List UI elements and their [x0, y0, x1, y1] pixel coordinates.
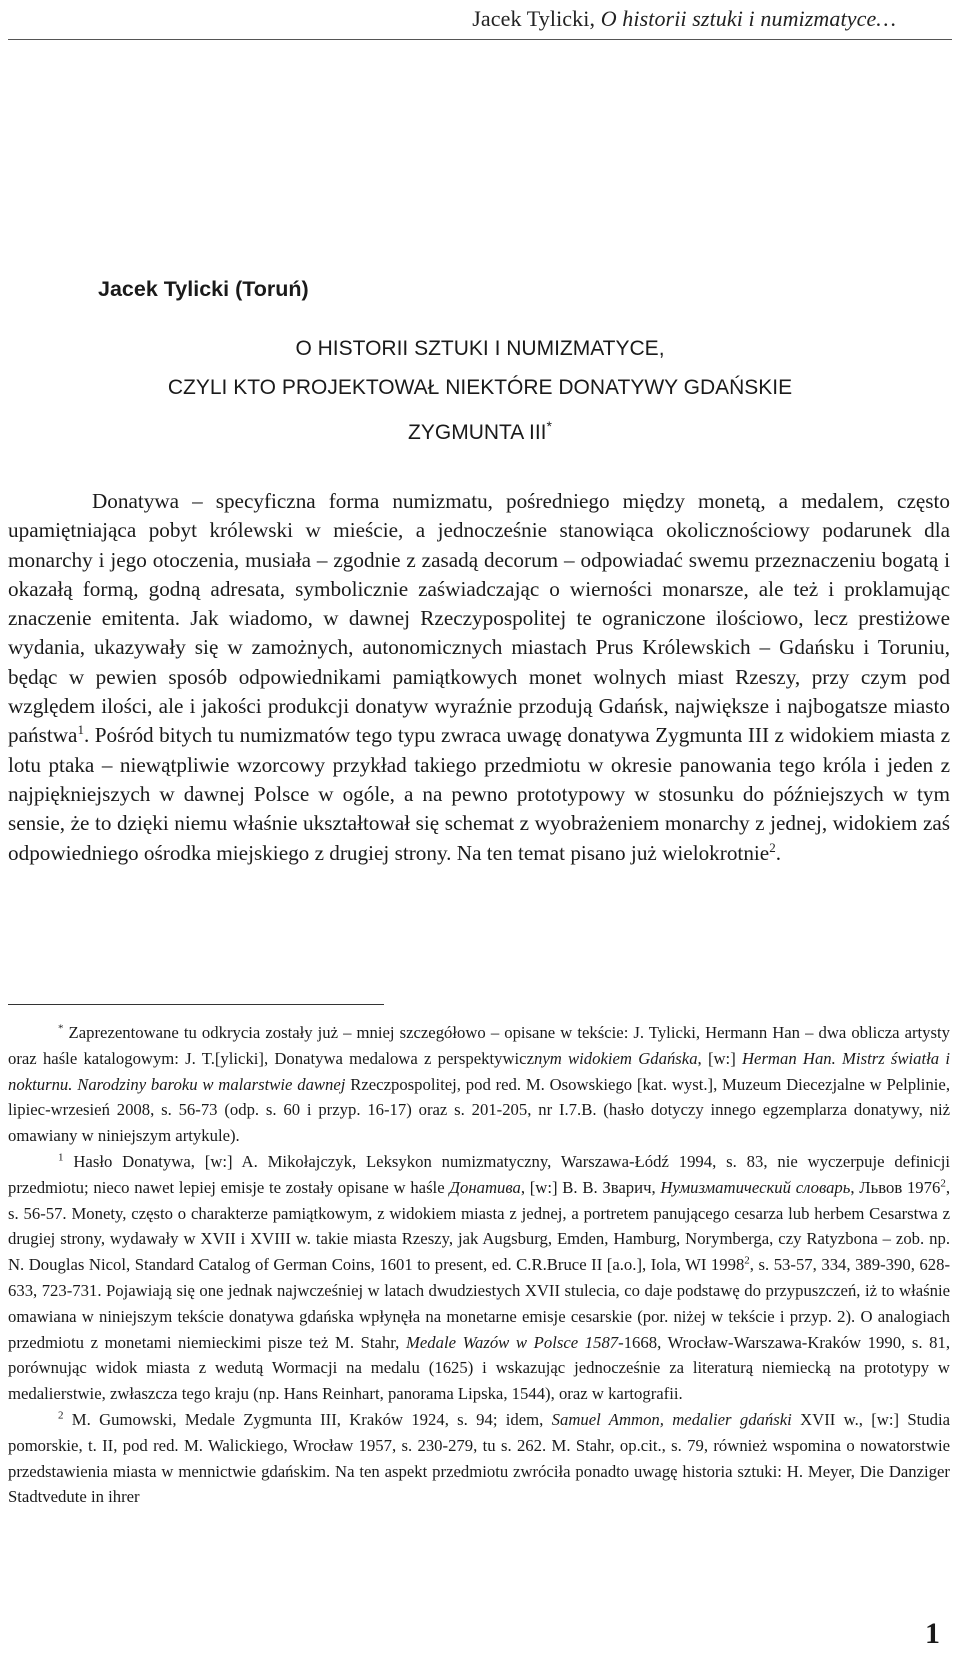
footnote-text: , [w:] [697, 1048, 742, 1068]
article-title-line-3-text: ZYGMUNTA III [408, 421, 547, 444]
footnote-ref-2: 2 [769, 839, 776, 855]
article-author: Jacek Tylicki (Toruń) [98, 277, 309, 301]
footnote-italic: Донатива [449, 1177, 521, 1197]
footnote-ref-1: 1 [77, 722, 84, 738]
footnote-mark: * [58, 1022, 64, 1035]
edition-superscript: 2 [940, 1177, 946, 1190]
footnote-text: , Львов 1976 [850, 1177, 941, 1197]
footnote-text: , s. 56-57. Monety, często o charakterze pamiątkowym, z widokiem miasta z jednej, a portretem panującego cesarza lub herbem Cesarstwa z drugiej strony, wydawały w XVII i XVIII w. takie miasta Rzeszy, jak Augsburg, Emden, Hamburg, Norymberga, czy Ratyzbona – zob. np. N. Douglas Nicol, Standard Catalog of German Coins, 1601 to present, ed. C.R.Bruce II [a.o.], Iola, WI 1998 [8, 1177, 951, 1275]
footnote-text: Hasło Donatywa, [w:] A. Mikołajczyk, Leksykon numizmatyczny, Warszawa-Łódź 1994, s. 83, nie wyczerpuje definicji przedmiotu; nieco nawet lepiej emisje te zostały opisane w haśle [8, 1151, 950, 1197]
footnote-italic: Medale Wazów w Polsce 1587 [405, 1332, 619, 1352]
title-footnote-mark: * [546, 418, 552, 434]
running-header-author: Jacek Tylicki, [472, 6, 601, 31]
body-text-run: Donatywa – specyficzna forma numizmatu, pośredniego między monetą, a medalem, często upamiętniająca pobyt królewski w mieście, a jednocześnie stanowiąca okolicznościowy podarunek dla monarchy i jego otoczenia, musiała – zgodnie z zasadą decorum – odpowiadać swemu przeznaczeniu bogatą i okazałą formą, godną adresata, symbolicznie zaświadczając o wierności monarsze, ale też i proklamując znaczenie emitenta. Jak wiadomo, w dawnej Rzeczypospolitej te ograniczone ilościowo, lecz prestiżowe wydania, ukazywały się w zamożnych, autonomicznych miastach Prus Królewskich – Gdańsku i Toruniu, będąc w pewien sposób odpowiednikami pamiątkowych monet wolnych miast Rzeszy, przy czym pod względem ilości, ale i jakości produkcji donatyw wyraźnie przodują Gdańsk, największe i najbogatsze miasto państwa [8, 489, 950, 748]
footnote-text: Zaprezentowane tu odkrycia zostały już – mniej szczegółowo – opisane w tekście: J. Tylicki, Hermann Han – dwa oblicza artysty oraz haśle katalogowym: J. T.[ylicki], Donatywa medalowa z perspektywicz [8, 1023, 950, 1068]
footnote-italic: Herman Han. Mistrz światła i nokturnu. Narodziny baroku w malarstwie dawnej [8, 1048, 950, 1094]
footnote-text: -1668, Wrocław-Warszawa-Kraków 1990, s. 81, porównując widok miasta z wedutą Wormacji na medalu (1625) i wskazując jednocześnie za literaturą niemiecką na prototypy w medalierstwie, zwłaszcza tego kraju (np. Hans Reinhart, panorama Lipska, 1544), oraz w kartografii. [8, 1332, 950, 1404]
footnote-italic: Samuel Ammon, medalier gdański [551, 1409, 792, 1429]
header-rule [8, 39, 952, 40]
footnote-text: Rzeczpospolitej, pod red. M. Osowskiego [kat. wyst.], Muzeum Diecezjalne w Pelplinie, lipiec-wrzesień 2008, s. 56-73 (odp. s. 60 i przyp. 16-17) oraz s. 201-205, nr I.7.B. (hasło dotyczy innego egzemplarza donatywy, niż omawiany w niniejszym artykule). [8, 1074, 950, 1146]
body-text-run: . [775, 840, 781, 865]
footnotes [8, 1020, 950, 1510]
article-title-line-1: O HISTORII SZTUKI I NUMIZMATYCE, [295, 337, 665, 360]
footnote-mark: 1 [58, 1151, 64, 1164]
page-number: 1 [925, 1617, 940, 1650]
footnote-italic: Нумизматический словарь [660, 1177, 851, 1197]
article-title-line-2: CZYLI KTO PROJEKTOWAŁ NIEKTÓRE DONATYWY GDAŃSKIE [167, 376, 793, 399]
body-text-run: . Pośród bitych tu numizmatów tego typu zwraca uwagę donatywa Zygmunta III z widokiem miasta z lotu ptaka – niewątpliwie wzorcowy przykład takiego przedmiotu w okresie panowania tego króla i jeden z najpiękniejszych w dawnej Polsce w ogóle, a na pewno prototypowy w stosunku do późniejszych w tym sensie, że to dzięki niemu właśnie ukształtował się schemat z wyobrażeniem monarchy z jednej, widokiem zaś odpowiedniego ośrodka miejskiego z drugiej strony. Na ten temat pisano już wielokrotnie [8, 723, 950, 865]
article-title-line-3 [0, 418, 960, 445]
footnote-text: M. Gumowski, Medale Zygmunta III, Kraków 1924, s. 94; idem, [63, 1409, 552, 1429]
running-header [0, 6, 896, 32]
footnote-text: XVII w., [w:] Studia pomorskie, t. II, pod red. M. Walickiego, Wrocław 1957, s. 230-279, tu s. 262. M. Stahr, op.cit., s. 79, również wspomina o nowatorstwie przedstawienia miasta w mennictwie gdańskim. Na ten aspekt przedmiotu zwróciła ponadto uwagę historia sztuki: H. Meyer, Die Danziger Stadtvedute in ihrer [8, 1409, 950, 1507]
footnote-1 [8, 1149, 950, 1407]
running-header-title: O historii sztuki i numizmatyce… [600, 6, 896, 31]
footnote-text: , [w:] В. В. Зварич, [520, 1177, 661, 1197]
footnote-mark: 2 [58, 1409, 64, 1422]
footnote-text: , s. 53-57, 334, 389-390, 628-633, 723-731. Pojawiają się one jednak najwcześniej w latach dwudziestych XVII stulecia, co daje podstawę do przypuszczeń, iż to właśnie omawiana w niniejszym tekście donatywa gdańska wpłynęła na monetarne emisje cesarskie (por. niżej w tekście i przyp. 2). O analogiach przedmiotu z monetami niemieckimi pisze też M. Stahr, [8, 1255, 951, 1352]
footnote-star [8, 1020, 950, 1149]
edition-superscript: 2 [744, 1254, 750, 1267]
footnote-2 [8, 1407, 950, 1510]
footnote-italic: nym widokiem Gdańska [534, 1048, 698, 1068]
footnote-rule [8, 1004, 384, 1005]
body-paragraph [8, 487, 950, 868]
body-text [8, 487, 950, 868]
